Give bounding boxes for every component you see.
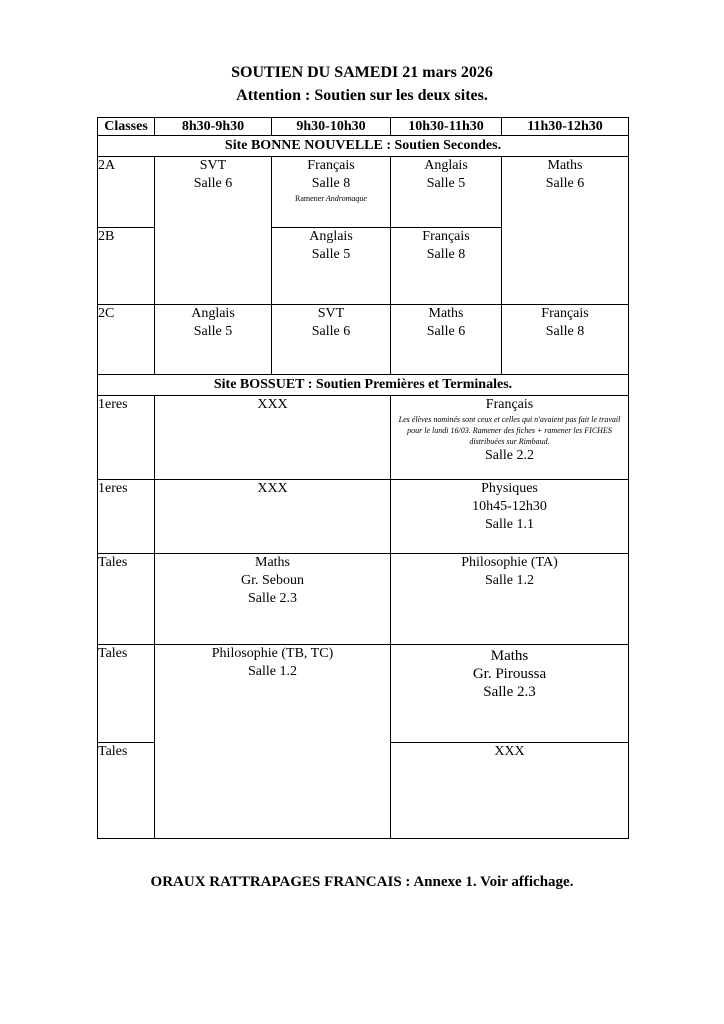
table-row (98, 396, 629, 480)
header-row (98, 118, 629, 136)
slot-cell (155, 480, 391, 554)
table-row (98, 480, 629, 554)
slot-cell (391, 480, 629, 554)
subject: XXX (257, 397, 288, 412)
note: Les élèves nominés sont ceux et celles qui n'avaient pas fait le travail pour le lundi 16/03. Ramener des fiches + ramener les FICHES distribuées sur Rimbaud. (398, 415, 621, 446)
subject: Maths (255, 555, 290, 570)
room: Salle 8 (545, 324, 585, 339)
group: Gr. Piroussa (472, 666, 547, 682)
slot-cell (391, 554, 629, 645)
column-header: Classes (98, 118, 155, 136)
subject: Maths (428, 306, 464, 321)
room: Salle 2.3 (248, 591, 297, 606)
book-title: Andromaque (325, 194, 367, 203)
slot-cell (391, 743, 629, 839)
room: Salle 6 (426, 324, 466, 339)
column-header: 11h30-12h30 (502, 118, 629, 136)
subject: Anglais (424, 158, 468, 173)
class-cell: Tales (98, 645, 155, 743)
subject: Français (307, 158, 355, 173)
site-row (98, 136, 629, 157)
room: Salle 1.1 (485, 517, 534, 532)
page-subtitle: Attention : Soutien sur les deux sites. (236, 87, 488, 104)
slot-cell (272, 228, 391, 305)
subject: SVT (199, 158, 227, 173)
class-cell: 2C (98, 305, 155, 375)
group: Gr. Seboun (241, 573, 304, 588)
table-row (98, 554, 629, 645)
room: Salle 2.2 (485, 448, 534, 463)
room: Salle 5 (426, 176, 466, 191)
page-title: SOUTIEN DU SAMEDI 21 mars 2026 (231, 64, 493, 81)
subject: Maths (547, 158, 583, 173)
subject: SVT (317, 306, 345, 321)
slot-cell (502, 305, 629, 375)
subject: XXX (494, 744, 525, 759)
column-header: 10h30-11h30 (391, 118, 502, 136)
class-cell: Tales (98, 554, 155, 645)
time: 10h45-12h30 (472, 499, 547, 514)
subject: Physiques (481, 481, 538, 496)
footer-note: ORAUX RATTRAPAGES FRANCAIS : Annexe 1. Voir affichage. (150, 874, 574, 890)
note (272, 193, 390, 204)
room: Salle 1.2 (485, 573, 534, 588)
table-row (98, 157, 629, 228)
slot-cell (155, 157, 272, 305)
class-cell: 2A (98, 157, 155, 228)
subject: Philosophie (TB, TC) (211, 646, 334, 661)
subject: Français (485, 397, 534, 412)
room: Salle 8 (426, 247, 466, 262)
subject: Maths (490, 648, 529, 664)
site-title: Site BOSSUET : Soutien Premières et Terminales. (98, 375, 629, 396)
slot-cell (391, 305, 502, 375)
subject: Français (422, 229, 470, 244)
slot-cell (155, 554, 391, 645)
site-title: Site BONNE NOUVELLE : Soutien Secondes. (98, 136, 629, 157)
schedule-table (97, 117, 629, 839)
subject: XXX (257, 481, 288, 496)
column-header: 9h30-10h30 (272, 118, 391, 136)
table-row (98, 645, 629, 743)
subject: Anglais (309, 229, 353, 244)
slot-cell (155, 396, 391, 480)
room: Salle 6 (545, 176, 585, 191)
column-header: 8h30-9h30 (155, 118, 272, 136)
note-text: Ramener (295, 194, 326, 203)
room: Salle 8 (311, 176, 351, 191)
slot-cell (391, 645, 629, 743)
class-cell: 1eres (98, 480, 155, 554)
room: Salle 2.3 (483, 684, 536, 700)
slot-cell (391, 396, 629, 480)
table-row (98, 305, 629, 375)
room: Salle 6 (193, 176, 233, 191)
site-row (98, 375, 629, 396)
room: Salle 6 (311, 324, 351, 339)
slot-cell (272, 157, 391, 228)
subject: Français (541, 306, 589, 321)
subject: Philosophie (TA) (461, 555, 558, 570)
slot-cell (155, 645, 391, 839)
slot-cell (155, 305, 272, 375)
class-cell: Tales (98, 743, 155, 839)
room: Salle 5 (193, 324, 233, 339)
class-cell: 2B (98, 228, 155, 305)
slot-cell (391, 157, 502, 228)
slot-cell (502, 157, 629, 305)
room: Salle 5 (311, 247, 351, 262)
subject: Anglais (191, 306, 235, 321)
slot-cell (272, 305, 391, 375)
room: Salle 1.2 (248, 664, 297, 679)
slot-cell (391, 228, 502, 305)
class-cell: 1eres (98, 396, 155, 480)
